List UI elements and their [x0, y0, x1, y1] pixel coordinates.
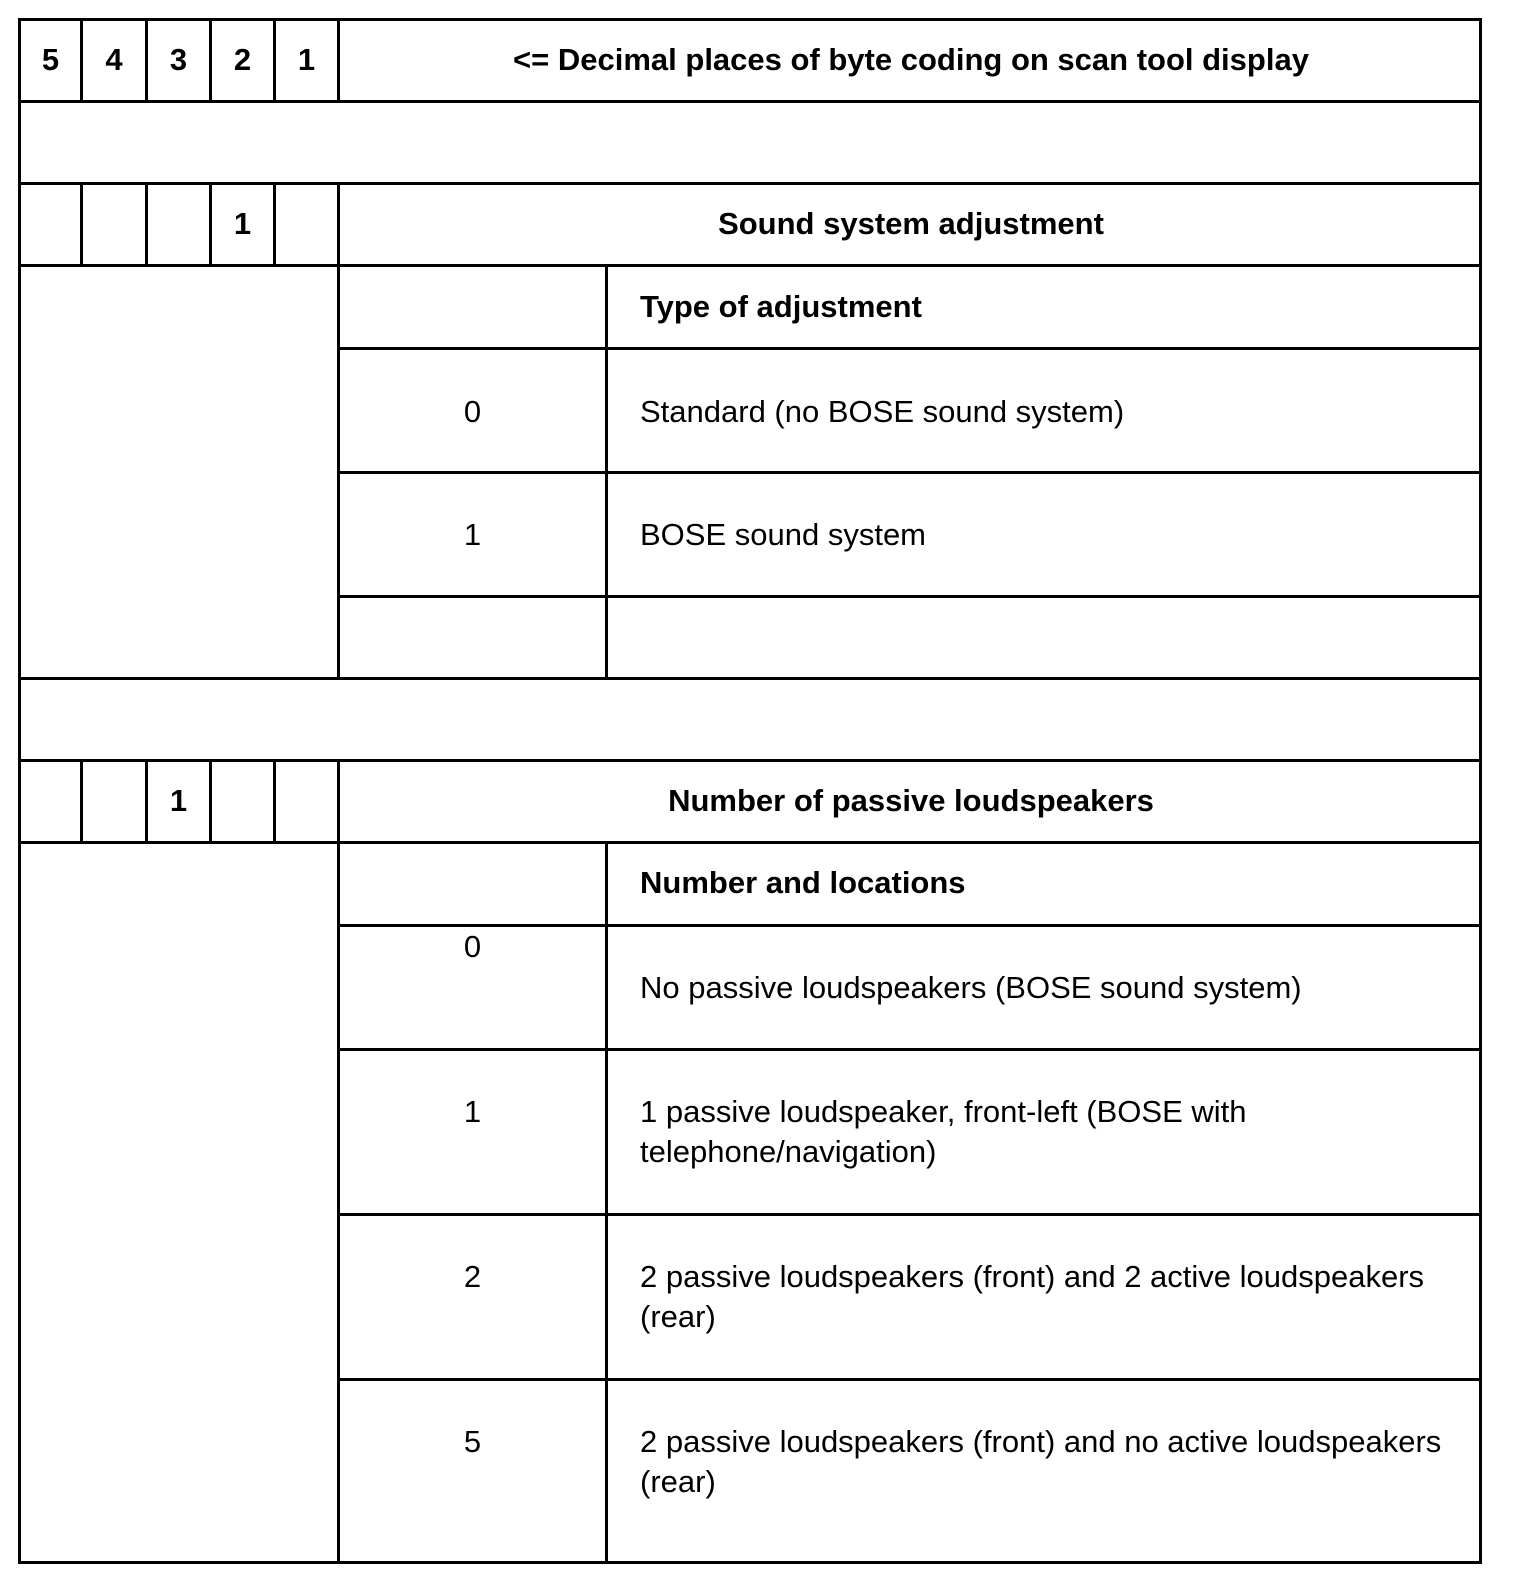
row-divider — [18, 264, 1482, 267]
section-subheader: Type of adjustment — [640, 289, 922, 324]
digit-header-3: 3 — [169, 42, 188, 77]
code-value: 1 — [463, 517, 482, 552]
code-description: 2 passive loudspeakers (front) and 2 active loudspeakers (rear) — [640, 1259, 1425, 1334]
column-divider — [273, 759, 276, 844]
section-title: Number of passive loudspeakers — [668, 783, 1154, 818]
code-description: No passive loudspeakers (BOSE sound system) — [640, 970, 1302, 1005]
column-divider — [209, 759, 212, 844]
section-marker: 1 — [169, 783, 188, 818]
header-caption: <= Decimal places of byte coding on scan tool display — [513, 42, 1309, 77]
column-divider — [337, 264, 340, 680]
column-divider — [273, 182, 276, 267]
column-divider — [80, 759, 83, 844]
row-divider — [18, 182, 1482, 185]
section-subheader: Number and locations — [640, 865, 966, 900]
row-divider — [340, 347, 1482, 350]
column-divider — [605, 264, 608, 680]
row-divider — [18, 100, 1482, 103]
code-description: Standard (no BOSE sound system) — [640, 394, 1125, 429]
row-divider — [18, 841, 1482, 844]
digit-header-1: 1 — [297, 42, 316, 77]
row-divider — [340, 595, 1482, 598]
code-value: 0 — [463, 394, 482, 429]
code-value: 1 — [463, 1094, 482, 1129]
code-description: BOSE sound system — [640, 517, 927, 552]
digit-header-5: 5 — [41, 42, 60, 77]
row-divider — [340, 1378, 1482, 1381]
code-value: 0 — [463, 929, 482, 964]
code-description: 1 passive loudspeaker, front-left (BOSE with telephone/navigation) — [640, 1094, 1247, 1169]
row-divider — [18, 677, 1482, 680]
row-divider — [340, 1048, 1482, 1051]
column-divider — [145, 182, 148, 267]
code-value: 2 — [463, 1259, 482, 1294]
digit-header-4: 4 — [105, 42, 123, 77]
row-divider — [340, 1213, 1482, 1216]
section-title: Sound system adjustment — [718, 206, 1104, 241]
row-divider — [18, 759, 1482, 762]
section-marker: 1 — [233, 206, 252, 241]
code-value: 5 — [463, 1424, 482, 1459]
column-divider — [80, 182, 83, 267]
digit-header-2: 2 — [233, 42, 252, 77]
row-divider — [340, 471, 1482, 474]
code-description: 2 passive loudspeakers (front) and no active loudspeakers (rear) — [640, 1424, 1442, 1499]
column-divider — [605, 841, 608, 1564]
